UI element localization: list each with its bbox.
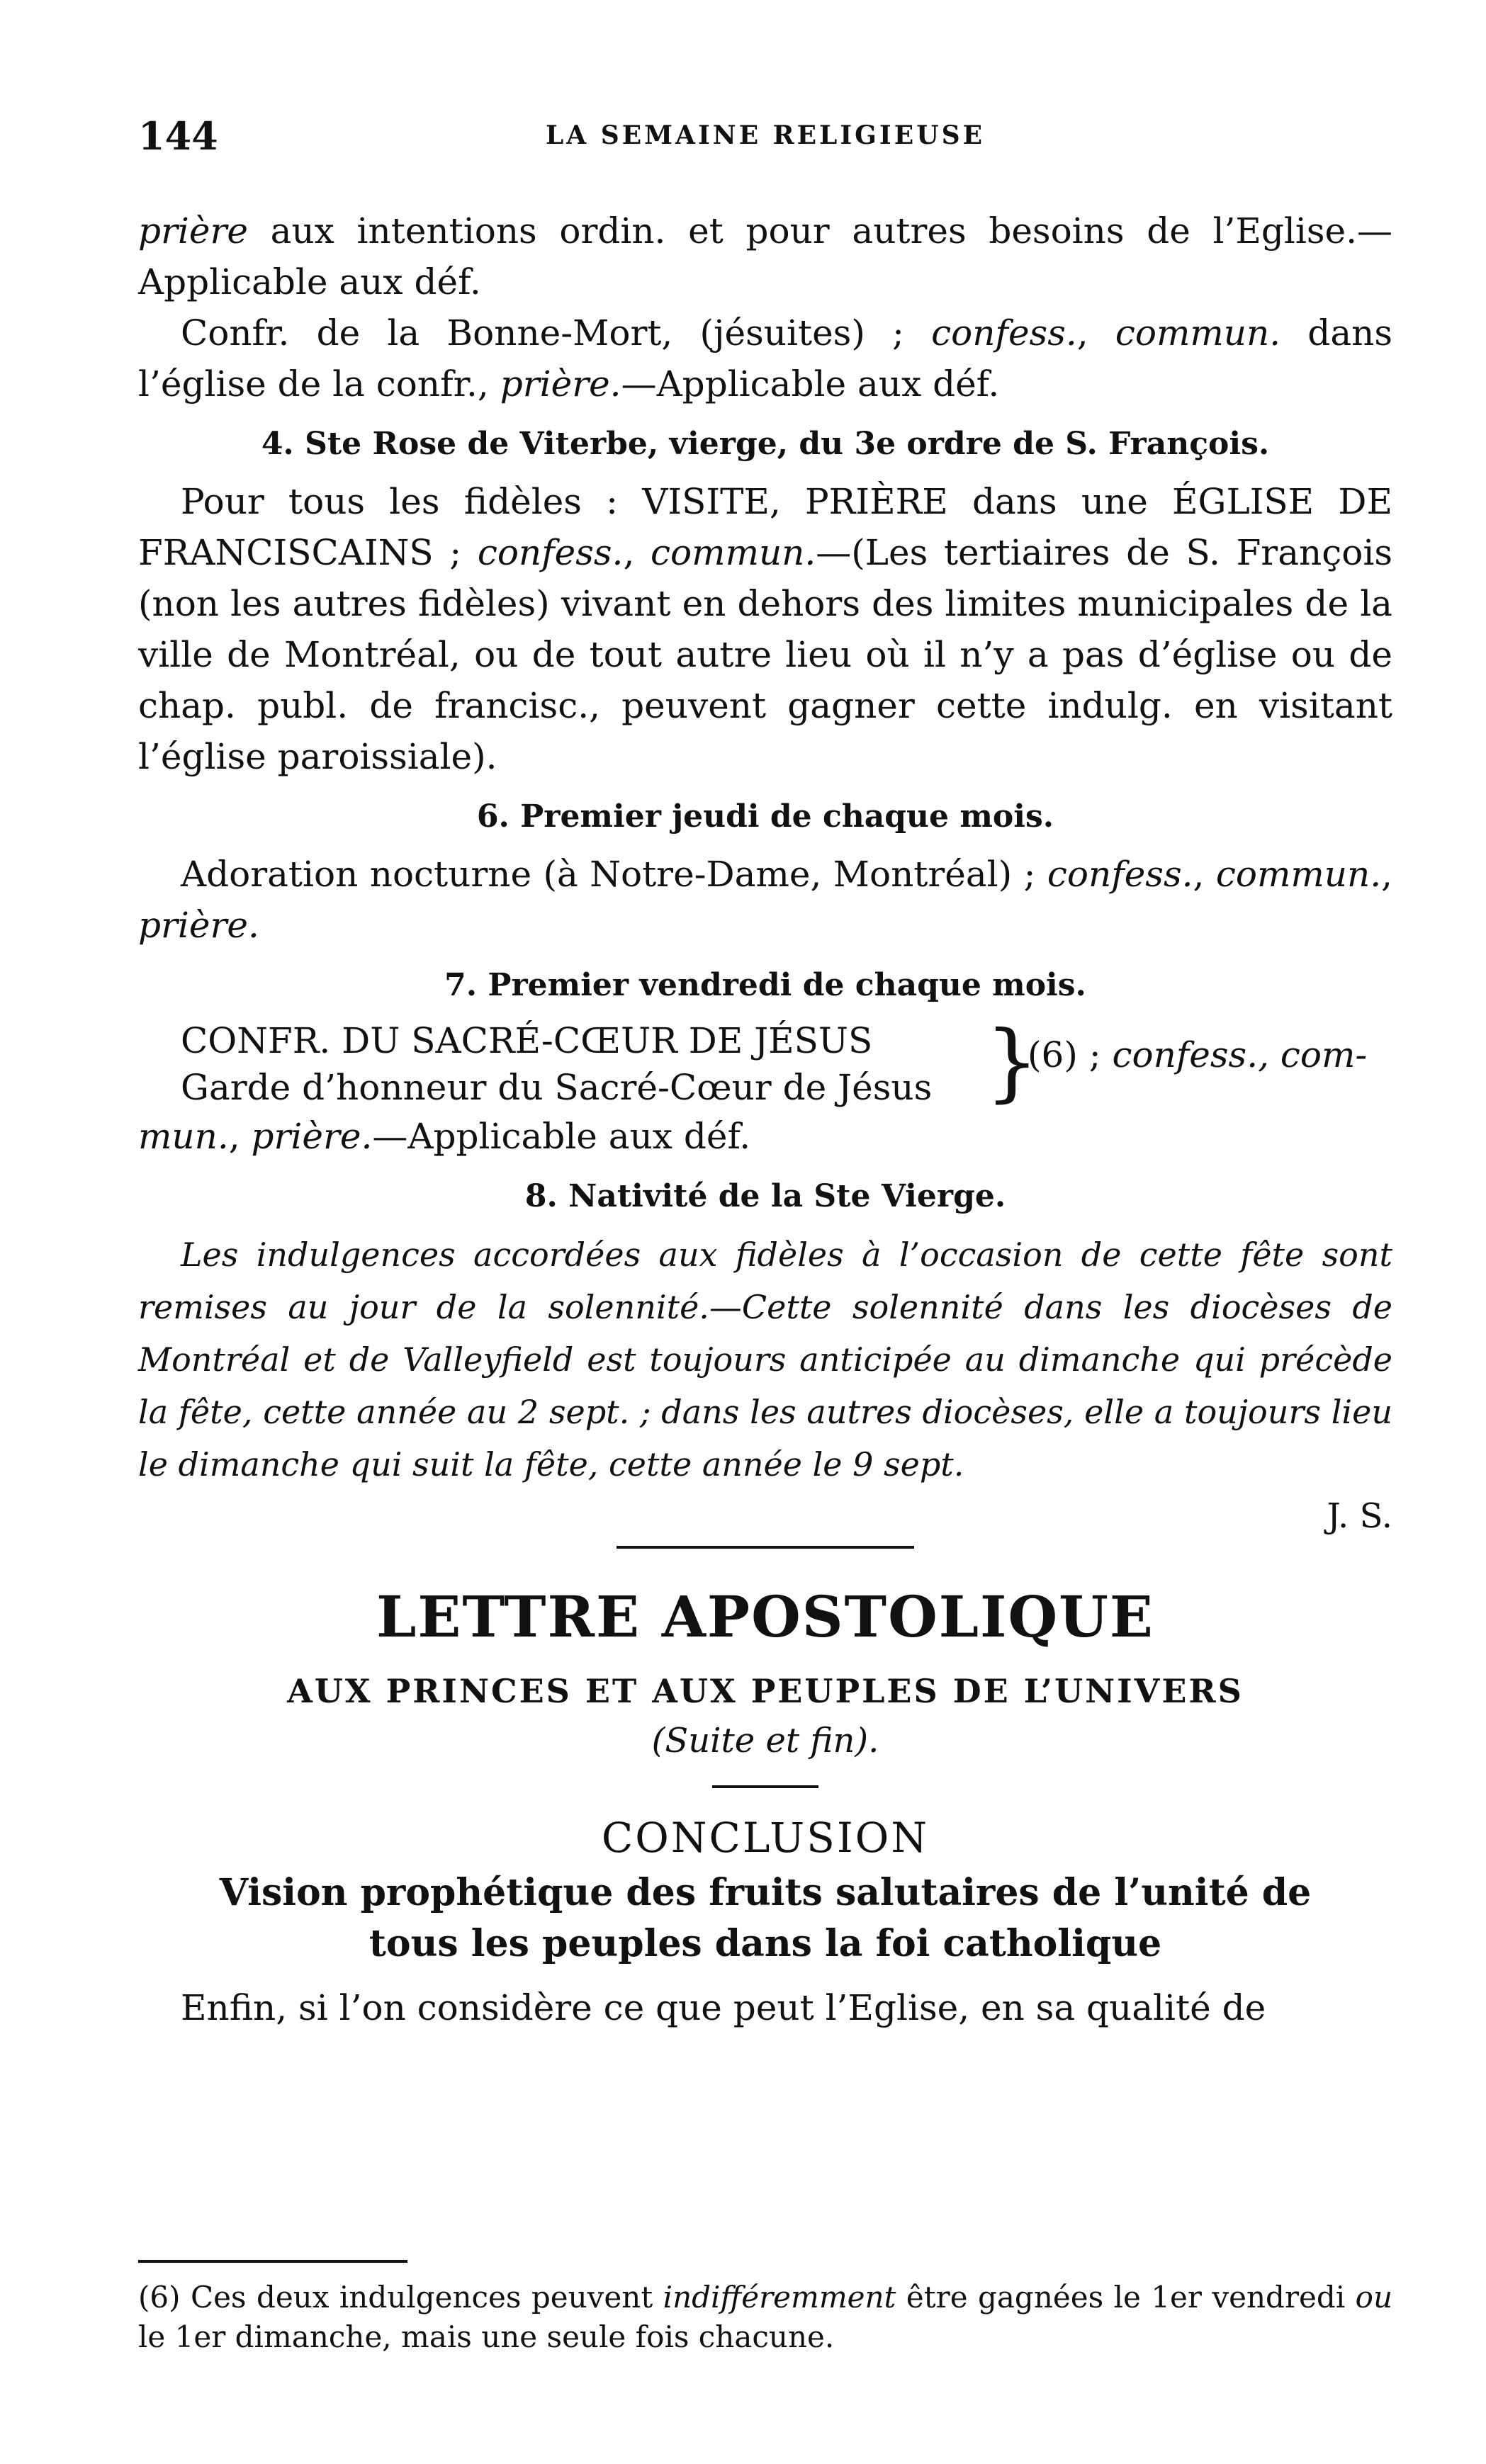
paragraph-8: Les indulgences accordées aux fidèles à l’occasion de cette fête sont remises au jour de la solennité.—Cette solennité dans les diocèses de Montréal et de Valleyfield est toujours anticipée au dimanche qui précède la fête, cette année au 2 sept. ; dans les autres diocèses, elle a toujours lieu le dimanche qui suit la fête, cette année le 9 sept. [138, 1236, 1392, 1484]
p4-sep: , [623, 532, 651, 573]
p7-italic-1: mun. [138, 1116, 229, 1157]
short-divider [712, 1785, 818, 1788]
p7-end: —Applicable aux déf. [372, 1116, 751, 1157]
confr-rest: dans l’église de la confr., [138, 312, 1392, 405]
brace-glyph: } [985, 1013, 1040, 1112]
p7-lines [138, 1017, 932, 1111]
page-body [138, 205, 1392, 2033]
p7-tail [1028, 1032, 1367, 1078]
confr-paragraph [138, 307, 1392, 409]
p7-sep: , [228, 1116, 252, 1157]
footnote-b: être gagnées le 1er vendredi [896, 2280, 1356, 2315]
confr-sep: , [1076, 312, 1115, 354]
confr-italic-3: prière. [500, 363, 621, 405]
p7-continuation [138, 1111, 1392, 1162]
p4-italic-2: commun. [651, 532, 816, 573]
heading-4: 4. Ste Rose de Viterbe, vierge, du 3e ordre de S. François. [261, 426, 1270, 462]
heading-7: 7. Premier vendredi de chaque mois. [444, 967, 1086, 1003]
footnote-italic-2: ou [1355, 2280, 1392, 2315]
p6-italic-1: confess. [1047, 854, 1193, 895]
footnote-a: (6) Ces deux indulgences peuvent [138, 2280, 663, 2315]
section-divider [617, 1546, 914, 1549]
letter-first-line: Enfin, si l’on considère ce que peut l’Eglise, en sa qualité de [181, 1987, 1266, 2028]
signature: J. S. [1327, 1496, 1392, 1536]
p7-italic-2: prière. [251, 1116, 373, 1157]
paragraph-6 [138, 849, 1392, 951]
intro-paragraph [138, 205, 1392, 307]
p4-text-b: —(Les tertiaires de S. François (non les autres fidèles) vivant en dehors des limites municipales de la ville de Montréal, ou de tout autre lieu où il n’y a pas d’église ou de chap. publ. de francisc., peuvent gagner cette indulg. en visitant l’église paroissiale). [138, 532, 1392, 777]
p7-line-2: Garde d’honneur du Sacré-Cœur de Jésus [181, 1067, 933, 1108]
confr-end: —Applicable aux déf. [621, 363, 1000, 405]
footnote [138, 2278, 1392, 2357]
p6-italic-2: commun. [1215, 854, 1382, 895]
paragraph-7 [138, 1013, 1392, 1112]
footnote-rule [138, 2260, 407, 2263]
p6-italic-3: prière. [138, 905, 259, 946]
letter-title: LETTRE APOSTOLIQUE [376, 1583, 1154, 1650]
p6-sep: , [1193, 854, 1216, 895]
running-title: LA SEMAINE RELIGIEUSE [545, 120, 986, 150]
heading-8: 8. Nativité de la Ste Vierge. [524, 1178, 1006, 1214]
conclusion-heading: CONCLUSION [601, 1814, 930, 1862]
footnote-c: le 1er dimanche, mais une seule fois chacune. [138, 2319, 835, 2354]
p7-tail-italic: confess., com- [1112, 1034, 1368, 1075]
page-header [138, 113, 1392, 163]
p4-italic-1: confess. [477, 532, 624, 573]
intro-italic: prière [138, 210, 248, 252]
confr-text: Confr. de la Bonne-Mort, (jésuites) ; [181, 312, 932, 354]
p6-sep-2: , [1381, 854, 1392, 895]
p7-tail-text: (6) ; [1028, 1034, 1113, 1075]
footnote-italic: indifféremment [663, 2280, 896, 2315]
paragraph-4 [138, 476, 1392, 782]
vision-line-2: tous les peuples dans la foi catholique [368, 1922, 1162, 1965]
heading-6: 6. Premier jeudi de chaque mois. [476, 798, 1054, 835]
letter-subtitle: AUX PRINCES ET AUX PEUPLES DE L’UNIVERS [287, 1672, 1244, 1710]
confr-italic-1: confess. [931, 312, 1077, 354]
p6-text: Adoration nocturne (à Notre-Dame, Montréal) ; [181, 854, 1047, 895]
p4-text-a: Pour tous les fidèles : VISITE, PRIÈRE dans une ÉGLISE DE FRANCISCAINS ; [138, 481, 1392, 573]
page-number: 144 [138, 113, 218, 159]
intro-text: aux intentions ordin. et pour autres besoins de l’Eglise.— Applicable aux déf. [138, 210, 1392, 303]
vision-line-1: Vision prophétique des fruits salutaires de l’unité de [219, 1871, 1312, 1914]
confr-italic-2: commun. [1115, 312, 1281, 354]
p7-line-1: CONFR. DU SACRÉ-CŒUR DE JÉSUS [181, 1020, 873, 1061]
letter-subsubtitle: (Suite et fin). [651, 1721, 879, 1761]
